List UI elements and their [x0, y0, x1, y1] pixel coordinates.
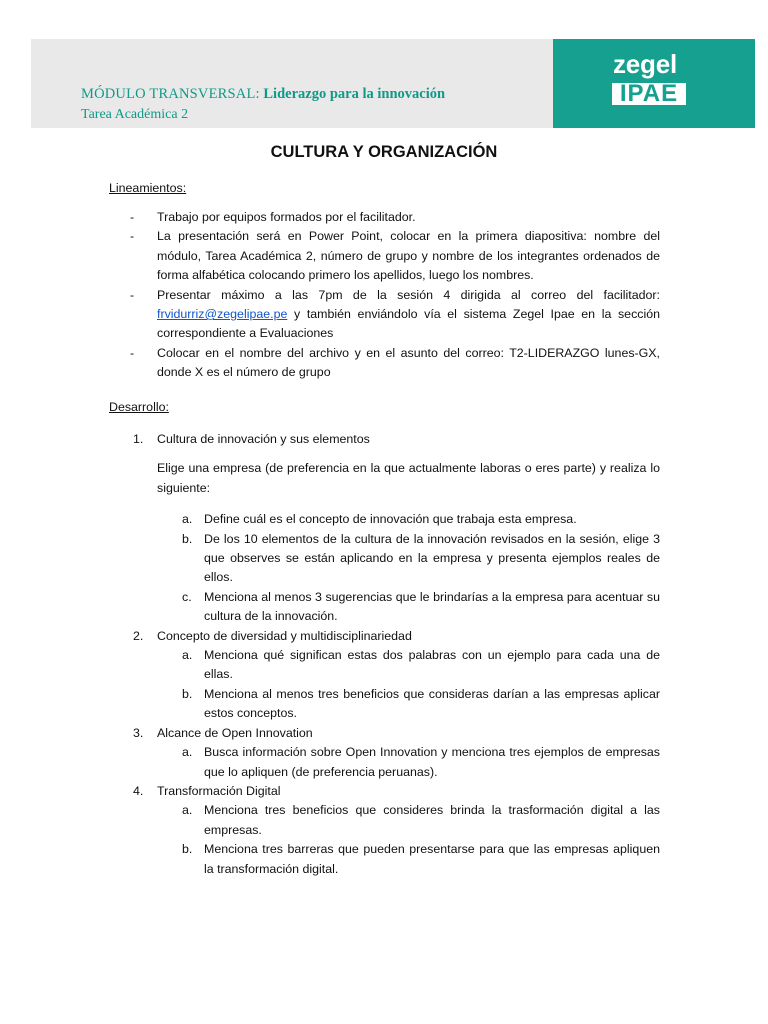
- sub-item-text: Menciona qué significan estas dos palabras con un ejemplo para cada una de ellas.: [204, 648, 660, 682]
- sub-item-letter: c.: [182, 589, 192, 604]
- sub-item-text: De los 10 elementos de la cultura de la innovación revisados en la sesión, elige 3 que observes se están aplicando en la empresa y presenta ejemplos reales de ellos.: [204, 531, 660, 585]
- sub-item-letter: b.: [182, 842, 193, 857]
- module-title: Liderazgo para la innovación: [263, 86, 446, 102]
- logo-text-zegel: zegel: [613, 49, 678, 79]
- item-number: 3.: [133, 725, 144, 740]
- logo-ipae-box: [612, 80, 686, 107]
- item-title: Transformación Digital: [157, 783, 281, 798]
- heading-colon: :: [165, 400, 169, 414]
- list-item: [130, 344, 660, 383]
- guideline-text: Trabajo por equipos formados por el facilitador.: [157, 210, 416, 224]
- sub-item: [157, 840, 660, 879]
- deadline-text-before: Presentar máximo a las 7pm de la sesión 4 dirigida al correo del facilitador:: [157, 287, 660, 302]
- item-number: 1.: [133, 432, 144, 446]
- sub-item-letter: a.: [182, 745, 193, 760]
- facilitator-email-link[interactable]: frvidurriz@zegelipae.pe: [157, 307, 288, 322]
- sub-item-letter: a.: [182, 648, 193, 663]
- development-heading-text: Desarrollo: [109, 400, 166, 414]
- sub-list: [157, 743, 660, 782]
- bullet-mark: -: [130, 210, 135, 224]
- list-item: [130, 227, 660, 285]
- item-title: Concepto de diversidad y multidisciplinariedad: [157, 628, 412, 643]
- sub-item-text: Busca información sobre Open Innovation y menciona tres ejemplos de empresas que lo apliquen (de preferencia peruanas).: [204, 745, 660, 779]
- item-number: 2.: [133, 628, 144, 643]
- sub-item-letter: a.: [182, 803, 193, 818]
- bullet-mark: -: [130, 287, 135, 302]
- item-number: 4.: [133, 783, 144, 798]
- item-title: Alcance de Open Innovation: [157, 725, 313, 740]
- sub-item-text: Menciona al menos 3 sugerencias que le brindarías a la empresa para acentuar su cultura de la innovación.: [204, 589, 660, 624]
- development-item-1: [130, 430, 660, 627]
- module-prefix: MÓDULO TRANSVERSAL:: [81, 86, 260, 102]
- guidelines-list: [130, 208, 660, 383]
- document-header: [31, 39, 725, 128]
- guideline-text: Colocar en el nombre del archivo y en el asunto del correo: T2-LIDERAZGO lunes-GX, donde X es el número de grupo: [157, 345, 660, 380]
- sub-item: [157, 743, 660, 782]
- development-item-2: [130, 627, 660, 724]
- sub-item-letter: b.: [182, 686, 193, 701]
- sub-item-text: Define cuál es el concepto de innovación que trabaja esta empresa.: [204, 512, 577, 527]
- development-item-3: [130, 724, 660, 782]
- development-list: [130, 430, 660, 879]
- heading-colon: :: [182, 181, 187, 195]
- sub-list: [157, 646, 660, 724]
- deadline-text-after: y también enviándolo vía el sistema Zegel Ipae en la sección correspondiente a Evaluaciones: [157, 307, 660, 341]
- bullet-mark: -: [130, 229, 135, 244]
- sub-item-letter: b.: [182, 531, 193, 546]
- sub-item: [157, 510, 660, 529]
- document-title: CULTURA Y ORGANIZACIÓN: [270, 143, 498, 161]
- task-label: Tarea Académica 2: [81, 107, 189, 122]
- logo-text-ipae: IPAE: [619, 80, 679, 107]
- sub-list: [157, 801, 660, 879]
- sub-item: [157, 646, 660, 685]
- sub-item-text: Menciona al menos tres beneficios que consideras darían a las empresas aplicar estos conceptos.: [204, 686, 660, 721]
- sub-item: [157, 588, 660, 627]
- sub-item-letter: a.: [182, 512, 193, 527]
- sub-item: [157, 801, 660, 840]
- module-heading: [81, 85, 445, 103]
- development-heading: [109, 398, 169, 417]
- guidelines-heading-text: Lineamientos: [109, 181, 183, 195]
- list-item: [130, 286, 660, 344]
- development-item-4: [130, 782, 660, 879]
- sub-item: [157, 530, 660, 588]
- zegel-ipae-logo: [553, 39, 755, 128]
- item-title: Cultura de innovación y sus elementos: [157, 432, 370, 446]
- item-intro: Elige una empresa (de preferencia en la que actualmente laboras o eres parte) y realiza lo siguiente:: [157, 461, 660, 495]
- sub-list: [157, 510, 660, 626]
- sub-item: [157, 685, 660, 724]
- bullet-mark: -: [130, 345, 135, 360]
- list-item: [130, 208, 660, 227]
- sub-item-text: Menciona tres barreras que pueden presentarse para que las empresas apliquen la transformación digital.: [204, 842, 660, 876]
- guideline-text: La presentación será en Power Point, colocar en la primera diapositiva: nombre del módulo, Tarea Académica 2, número de grupo y nombre de los integrantes ordenados de forma alfabética colocando primero los apellidos, luego los nombres.: [157, 229, 660, 283]
- sub-item-text: Menciona tres beneficios que consideres brinda la trasformación digital a las empresas.: [204, 803, 660, 837]
- guidelines-heading: [109, 179, 186, 198]
